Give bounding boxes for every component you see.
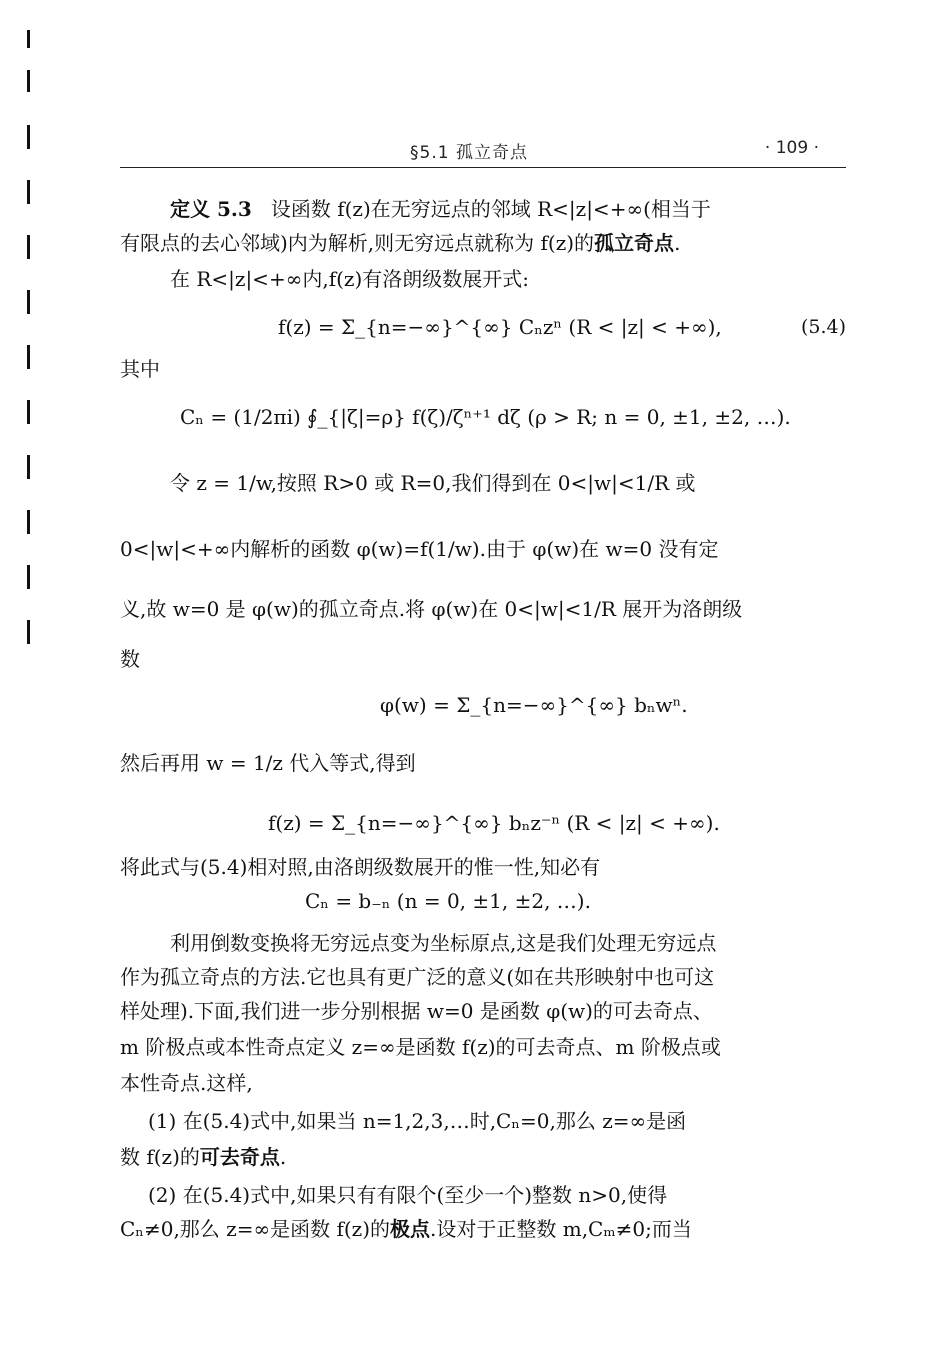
page-number: · 109 · xyxy=(764,138,819,158)
case-1-line-1: (1) 在(5.4)式中,如果当 n=1,2,3,…时,Cₙ=0,那么 z=∞是函 xyxy=(148,1109,687,1133)
section-title: §5.1 孤立奇点 xyxy=(410,143,528,163)
paragraph-method-2: 作为孤立奇点的方法.它也具有更广泛的意义(如在共形映射中也可这 xyxy=(120,965,715,989)
case-2-term: 极点 xyxy=(390,1217,431,1241)
paragraph-substitution-2: 0<|w|<+∞内解析的函数 φ(w)=f(1/w).由于 φ(w)在 w=0 没有定 xyxy=(120,537,719,561)
equation-cn: Cₙ = (1/2πi) ∮_{|ζ|=ρ} f(ζ)/ζⁿ⁺¹ dζ (ρ > R; n = 0, ±1, ±2, …). xyxy=(180,405,791,429)
paragraph-substitution-1: 令 z = 1/w,按照 R>0 或 R=0,我们得到在 0<|w|<1/R 或 xyxy=(170,471,696,495)
case-1-end: . xyxy=(279,1145,287,1169)
paragraph-method-3: 样处理).下面,我们进一步分别根据 w=0 是函数 φ(w)的可去奇点、 xyxy=(120,999,713,1023)
definition-text-2: 有限点的去心邻域)内为解析,则无穷远点就称为 f(z)的 xyxy=(120,231,595,255)
paragraph-method-1: 利用倒数变换将无穷远点变为坐标原点,这是我们处理无穷远点 xyxy=(170,931,717,955)
case-2-line-2 xyxy=(120,1216,692,1242)
case-1-line-2 xyxy=(120,1144,286,1170)
paragraph-substitution-4: 数 xyxy=(120,647,140,671)
paragraph-uniqueness: 将此式与(5.4)相对照,由洛朗级数展开的惟一性,知必有 xyxy=(120,855,601,879)
case-2-text: Cₙ≠0,那么 z=∞是函数 f(z)的 xyxy=(120,1217,391,1241)
definition-line-1 xyxy=(170,196,711,222)
definition-end: . xyxy=(674,231,681,255)
equation-phi-series: φ(w) = Σ_{n=−∞}^{∞} bₙwⁿ. xyxy=(380,693,688,717)
definition-line-2 xyxy=(120,230,680,256)
case-2-line-1: (2) 在(5.4)式中,如果只有有限个(至少一个)整数 n>0,使得 xyxy=(148,1183,668,1207)
header-rule xyxy=(120,167,846,168)
paragraph-laurent-intro: 在 R<|z|<+∞内,f(z)有洛朗级数展开式: xyxy=(170,267,530,291)
case-2-end: .设对于正整数 m,Cₘ≠0;而当 xyxy=(430,1217,692,1241)
definition-term: 孤立奇点 xyxy=(594,231,675,255)
running-header xyxy=(120,138,845,164)
case-1-term: 可去奇点 xyxy=(199,1145,280,1169)
definition-label: 定义 5.3 xyxy=(170,197,252,221)
equation-f-series: f(z) = Σ_{n=−∞}^{∞} bₙz⁻ⁿ (R < |z| < +∞). xyxy=(268,811,720,835)
paragraph-substitution-3: 义,故 w=0 是 φ(w)的孤立奇点.将 φ(w)在 0<|w|<1/R 展开为洛朗级 xyxy=(120,597,743,621)
paragraph-back-substitution: 然后再用 w = 1/z 代入等式,得到 xyxy=(120,751,416,775)
paragraph-method-5: 本性奇点.这样, xyxy=(120,1071,253,1095)
equation-cn-bn: Cₙ = b₋ₙ (n = 0, ±1, ±2, …). xyxy=(305,889,591,913)
case-1-text: 数 f(z)的 xyxy=(120,1145,200,1169)
equation-5-4: f(z) = Σ_{n=−∞}^{∞} Cₙzⁿ (R < |z| < +∞), xyxy=(278,315,722,339)
paragraph-method-4: m 阶极点或本性奇点定义 z=∞是函数 f(z)的可去奇点、m 阶极点或 xyxy=(120,1035,721,1059)
definition-text-1: 设函数 f(z)在无穷远点的邻域 R<|z|<+∞(相当于 xyxy=(270,197,711,221)
binding-marks xyxy=(27,30,31,670)
equation-number-5-4: (5.4) xyxy=(800,316,846,338)
paragraph-qizhong: 其中 xyxy=(120,357,160,381)
